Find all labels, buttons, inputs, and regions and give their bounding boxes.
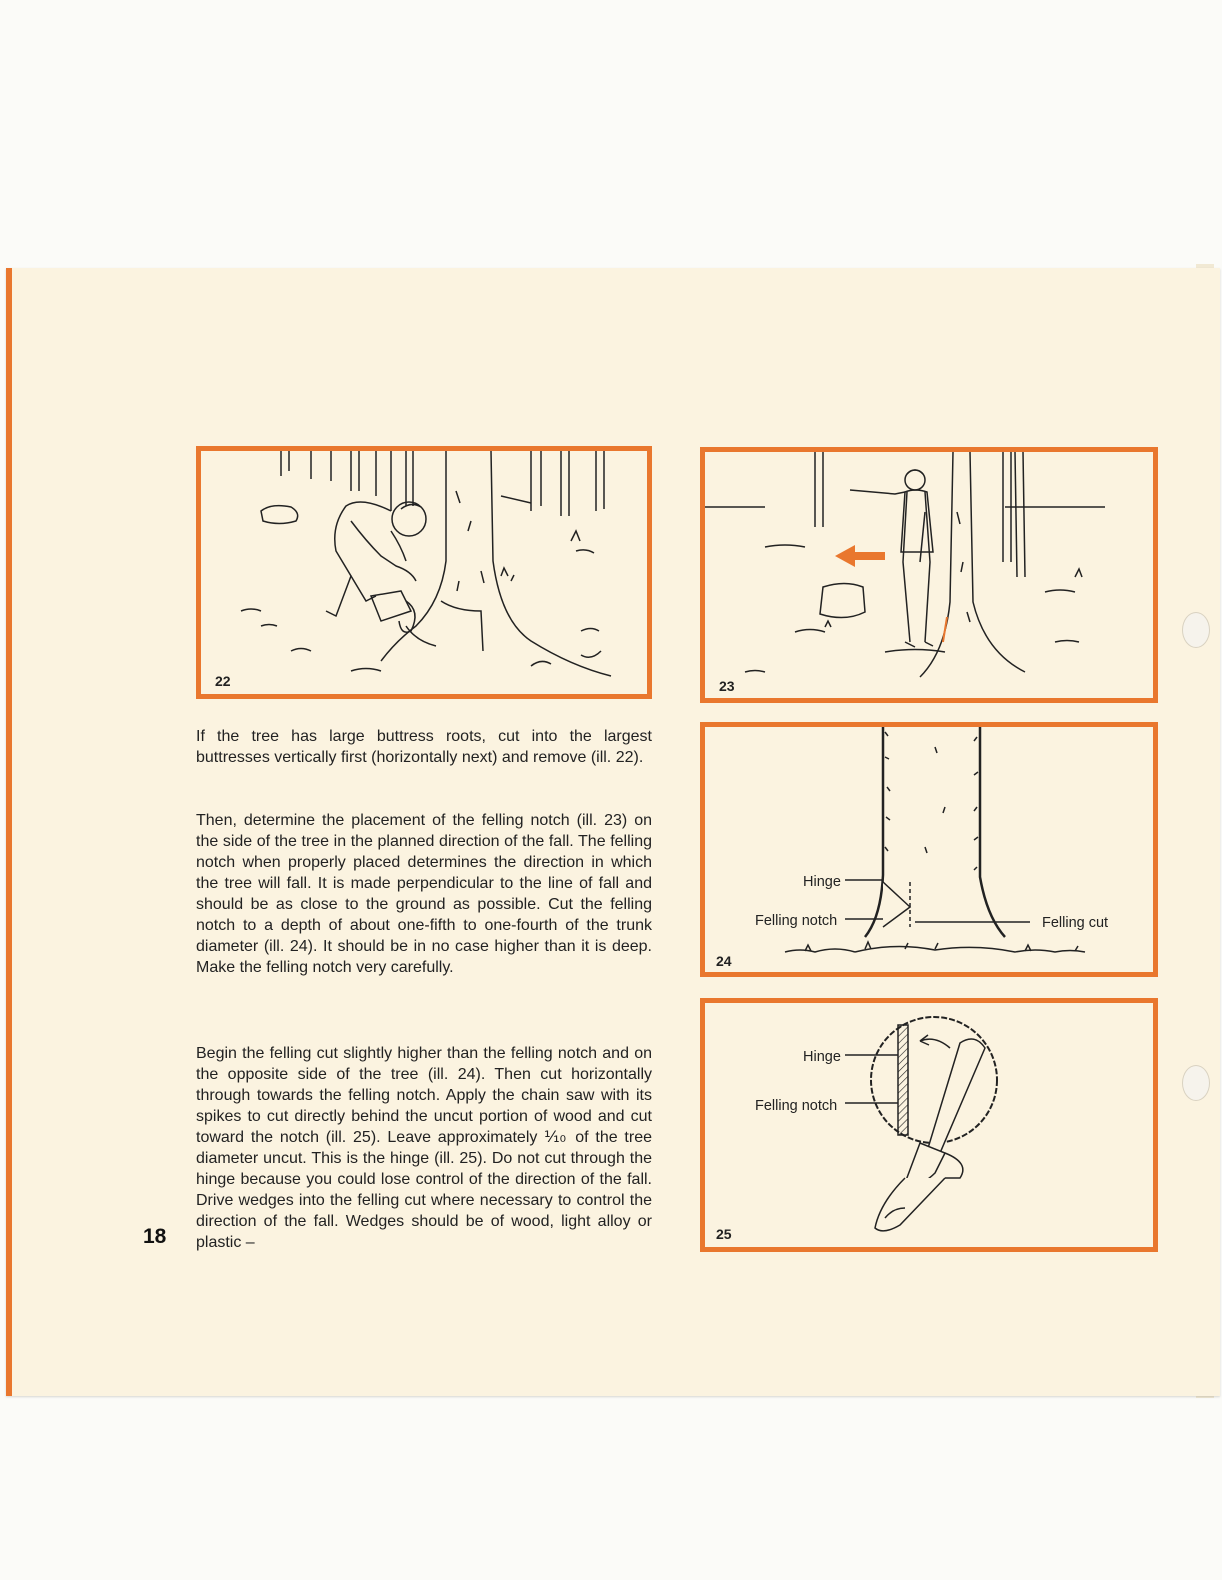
hinge-label: Hinge — [803, 1049, 841, 1065]
illustration-22 — [196, 446, 652, 699]
figure-number: 23 — [719, 678, 735, 694]
determine-notch-direction-drawing — [705, 452, 1153, 698]
hinge-label: Hinge — [803, 874, 841, 890]
illustration-23 — [700, 447, 1158, 703]
binder-hole — [1182, 1065, 1210, 1101]
cutting-buttress-roots-drawing — [201, 451, 647, 694]
illustration-24 — [700, 722, 1158, 977]
paragraph-felling-notch: Then, determine the placement of the felling notch (ill. 23) on the side of the tree in the planned direction of the fall. The felling notch when properly placed determines the direction in which the tree will fall. It is made perpendicular to the line of fall and should be as close to the ground as possible. Cut the felling notch to a depth of about one-fifth to one-fourth of the trunk diameter (ill. 24). It should be in no case higher than it is deep. Make the felling notch very carefully. — [196, 812, 652, 976]
felling-notch-label: Felling notch — [755, 1098, 838, 1114]
figure-number: 22 — [215, 673, 231, 689]
felling-notch-label: Felling notch — [755, 913, 838, 929]
paragraph-buttress-roots: If the tree has large buttress roots, cut into the largest buttresses vertically first (horizontally next) and remove (ill. 22). — [196, 728, 652, 766]
binder-hole — [1182, 612, 1210, 648]
felling-notch-cross-section-drawing — [705, 727, 1153, 972]
figure-number: 25 — [716, 1226, 732, 1242]
illustration-25 — [700, 998, 1158, 1252]
hinge-top-view-drawing — [705, 1003, 1153, 1247]
felling-cut-label: Felling cut — [1042, 915, 1109, 931]
paragraph-felling-cut: Begin the felling cut slightly higher than the felling notch and on the opposite side of the tree (ill. 24). Then cut horizontally through towards the felling notch. Apply the chain saw with its spikes to cut directly behind the uncut portion of wood and cut toward the notch (ill. 25). Leave approximately ⅒ of the tree diameter uncut. This is the hinge (ill. 25). Do not cut through the hinge because you could lose control of the direction of the fall. Drive wedges into the felling cut where necessary to control the direction of the fall. Wedges should be of wood, light alloy or plastic – — [196, 1045, 652, 1251]
page-number: 18 — [143, 1225, 167, 1248]
figure-number: 24 — [716, 953, 732, 969]
